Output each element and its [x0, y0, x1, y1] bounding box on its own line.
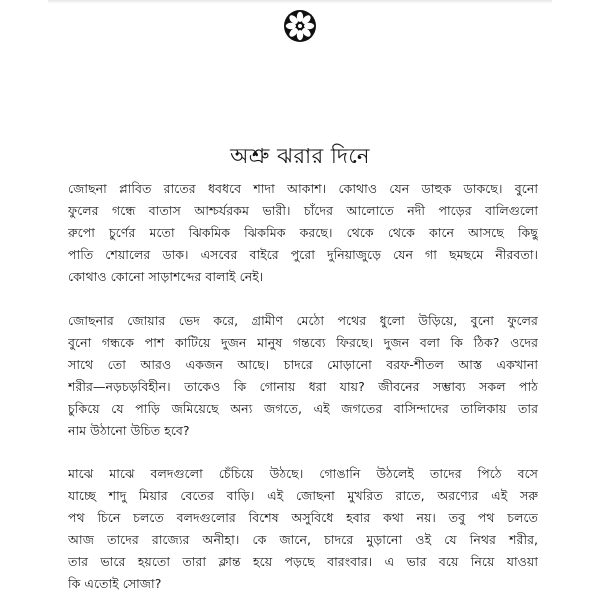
text-line: পথ চিনে চলতে বলদগুলোর বিশেষ অসুবিধে হবার কথা নয়। তবু পথ চলতে [68, 510, 538, 525]
text-line: সাথে তো আরও একজন আছে। চাদরে মোড়ানো বরফ-শীতল আস্ত একখানা [68, 357, 538, 372]
paragraph-1 [68, 178, 538, 288]
text-line: ফুলের গন্ধে বাতাস আশ্চর্যরকম ভারী। চাঁদের আলোতে নদী পাড়ের বালিগুলো [68, 203, 538, 218]
text-line: শরীর—নড়চড়বিহীন। তাকেও কি গোনায় ধরা যায়? জীবনের সম্ভাব্য সকল পাঠ [68, 379, 538, 394]
text-line: চুকিয়ে যে পাড়ি জমিয়েছে অন্য জগতে, এই জগতের বাসিন্দাদের তালিকায় তার [68, 401, 538, 416]
text-line: কোথাও কোনো সাড়াশব্দের বালাই নেই। [68, 269, 264, 284]
text-line: তার ভারে হয়তো তারা ক্লান্ত হয়ে পড়ছে বারংবার। এ ভার বয়ে নিয়ে যাওয়া [68, 554, 538, 569]
text-line: নাম উঠানো উচিত হবে? [68, 423, 190, 438]
paragraph-3 [68, 463, 538, 595]
text-line: পাতি শেয়ালের ডাক। এসবের বাইরে পুরো দুনিয়াজুড়ে যেন গা ছমছমে নীরবতা। [68, 247, 538, 262]
text-line: রুপো চুর্ণের মতো ঝিকমিক ঝিকমিক করছে। থেকে থেকে কানে আসছে কিছু [68, 225, 538, 240]
text-line: জোছনা প্লাবিত রাতের ধবধবে শাদা আকাশ। কোথাও যেন ডাহুক ডাকছে। বুনো [68, 181, 538, 196]
text-line: কি এতোই সোজা? [68, 576, 162, 591]
top-border [48, 0, 552, 3]
chapter-title: অশ্রু ঝরার দিনে [230, 144, 370, 168]
eight-petal-flower-icon [283, 9, 317, 43]
text-line: বুনো গন্ধকে পাশ কাটিয়ে দুজন মানুষ গন্তব্যে ফিরছে। দুজন বলা কি ঠিক? ওদের [68, 335, 538, 350]
text-line: মাঝে মাঝে বলদগুলো চেঁচিয়ে উঠছে। গোঙানি উঠলেই তাদের পিঠে বসে [68, 466, 538, 481]
text-line: জোছনার জোয়ার ভেদ করে, গ্রামীণ মেঠো পথের ধুলো উড়িয়ে, বুনো ফুলের [68, 313, 538, 328]
text-line: আজ তাদের রাজ্যের অনীহা। কে জানে, চাদরে মুড়ানো ওই যে নিথর শরীর, [68, 532, 538, 547]
paragraph-2 [68, 310, 538, 442]
text-line: যাচ্ছে শাদু মিয়ার বেতের বাড়ি। এই জোছনা মুখরিত রাতে, অরণ্যের এই সরু [68, 488, 538, 503]
